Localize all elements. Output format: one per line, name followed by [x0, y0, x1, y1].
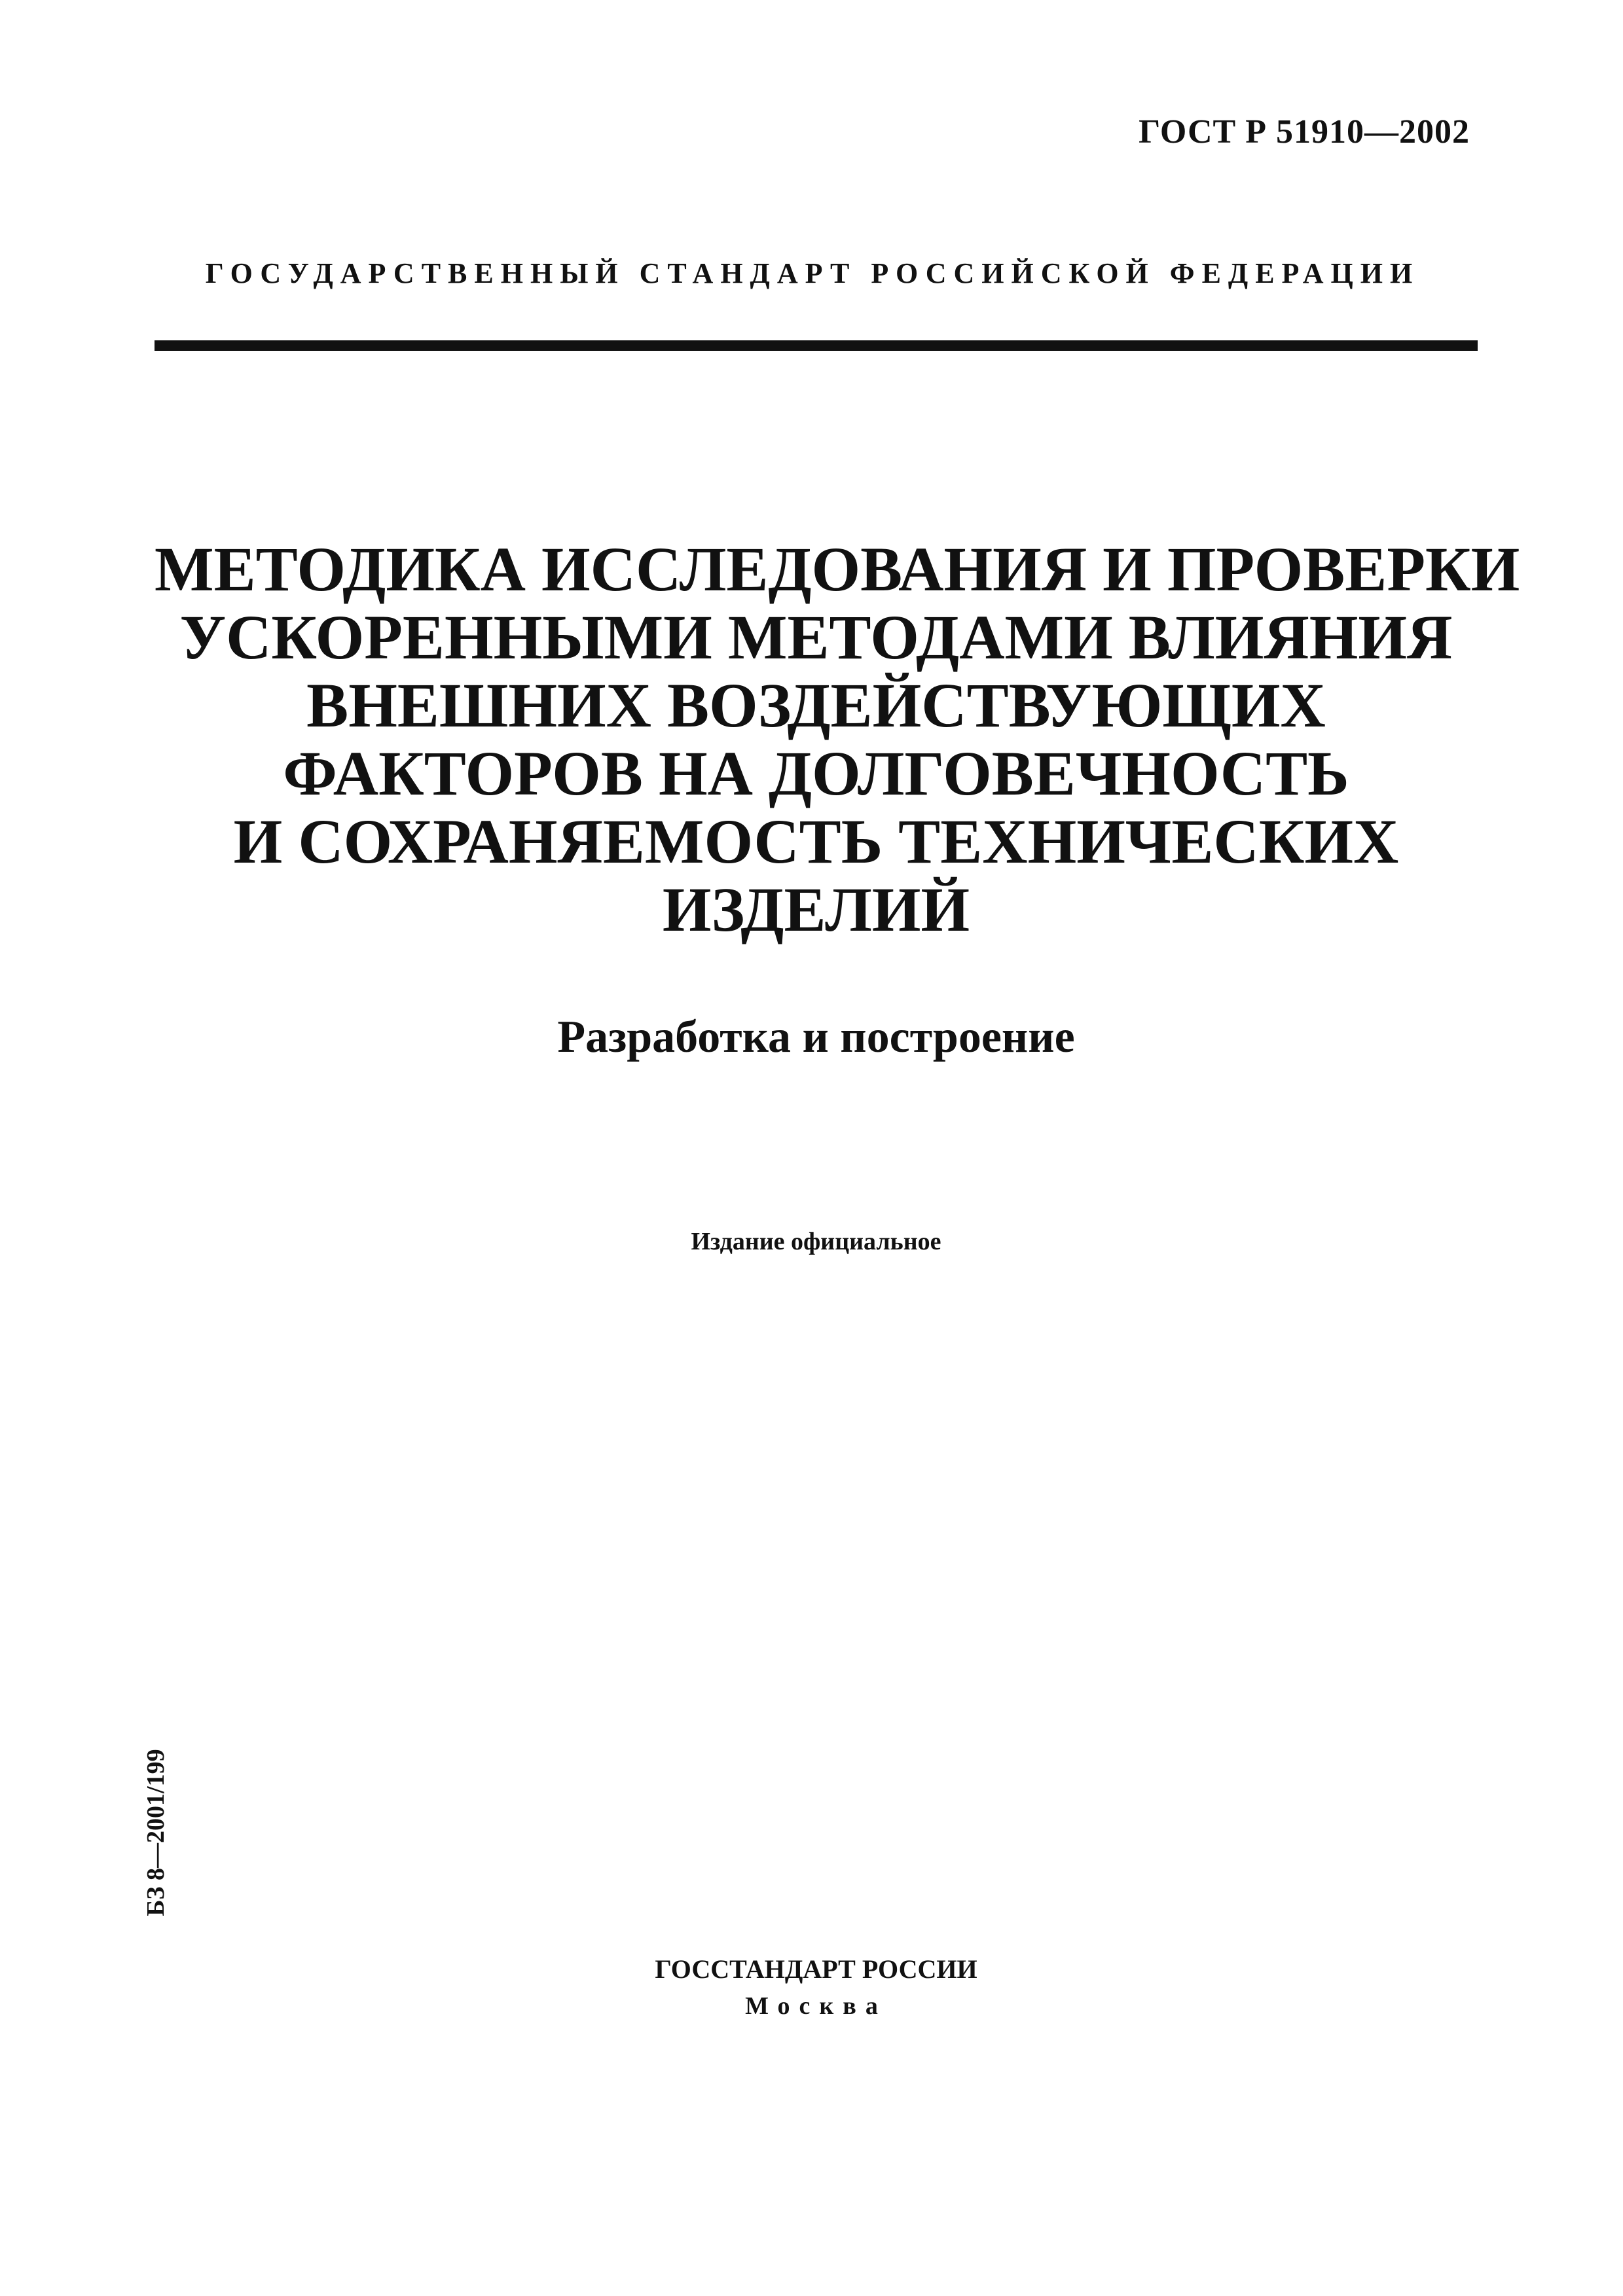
document-subtitle: Разработка и построение — [557, 1012, 1075, 1062]
title-line: МЕТОДИКА ИССЛЕДОВАНИЯ И ПРОВЕРКИ — [155, 534, 1520, 604]
edition-label: Издание официальное — [691, 1228, 941, 1255]
title-line: ВНЕШНИХ ВОЗДЕЙСТВУЮЩИХ — [306, 670, 1326, 740]
title-line: И СОХРАНЯЕМОСТЬ ТЕХНИЧЕСКИХ — [233, 806, 1399, 876]
gost-number: ГОСТ Р 51910—2002 — [1139, 113, 1470, 151]
publisher: ГОССТАНДАРТ РОССИИ — [655, 1954, 977, 1984]
publication-city: Москва — [745, 1992, 887, 2020]
document-title — [155, 534, 1520, 944]
title-line: ИЗДЕЛИЙ — [662, 874, 970, 944]
side-code: БЗ 8—2001/199 — [142, 1749, 170, 1916]
header-rule — [155, 340, 1478, 351]
state-standard-heading: ГОСУДАРСТВЕННЫЙ СТАНДАРТ РОССИЙСКОЙ ФЕДЕРАЦИИ — [205, 257, 1420, 289]
title-line: ФАКТОРОВ НА ДОЛГОВЕЧНОСТЬ — [283, 738, 1349, 808]
title-line: УСКОРЕННЫМИ МЕТОДАМИ ВЛИЯНИЯ — [179, 602, 1453, 672]
